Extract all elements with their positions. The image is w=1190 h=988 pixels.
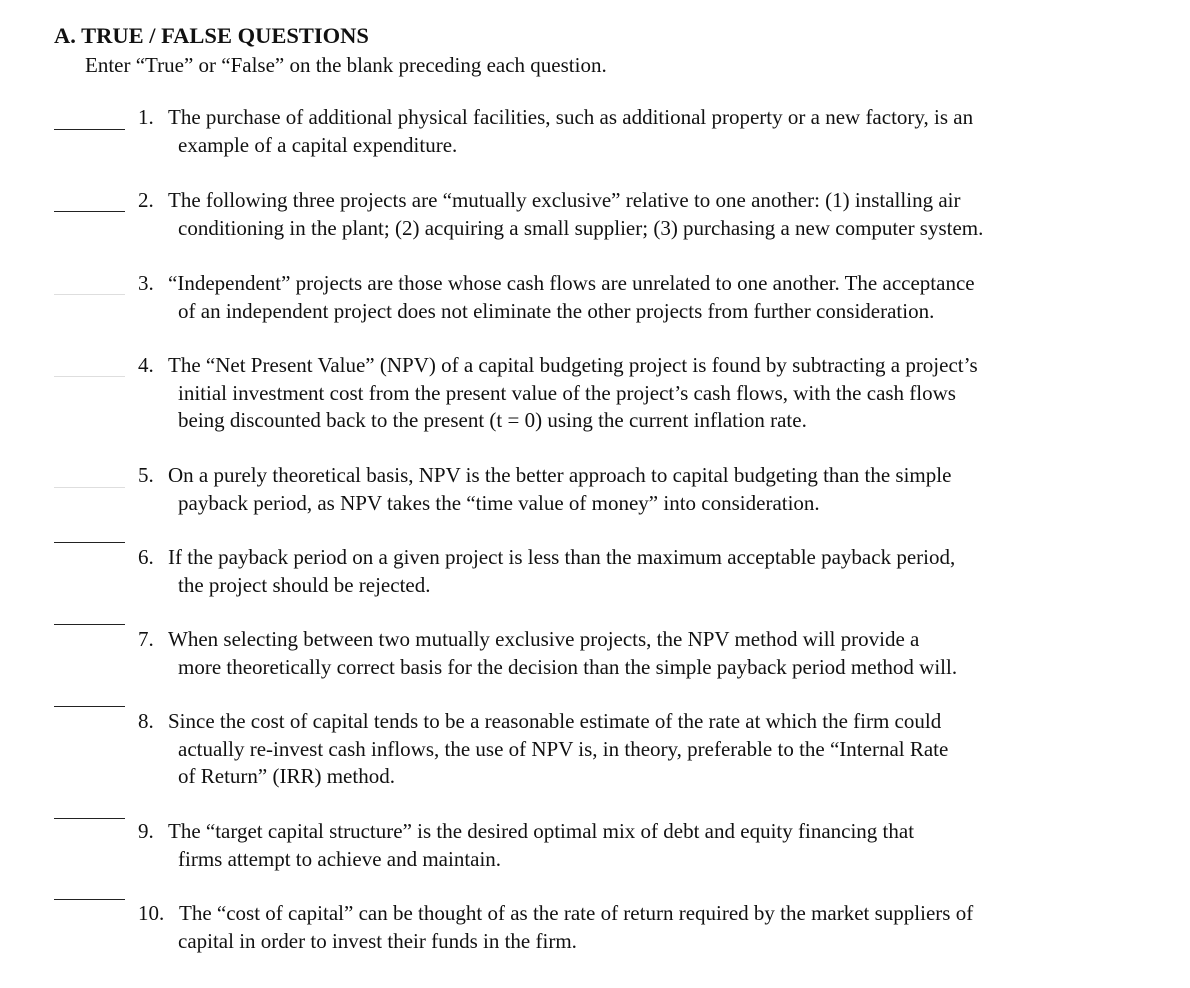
question-line: [138, 626, 1148, 654]
answer-blank[interactable]: [54, 129, 125, 130]
question-line: [138, 928, 1148, 956]
answer-blank[interactable]: [54, 542, 125, 543]
question-line: [138, 763, 1148, 791]
question-number: 8.: [138, 709, 154, 733]
answer-blank[interactable]: [54, 706, 125, 707]
question-line: [138, 900, 1148, 928]
question-line-text: more theoretically correct basis for the decision than the simple payback period method will.: [178, 654, 958, 679]
question-line: [138, 187, 1148, 215]
answer-blank[interactable]: [54, 376, 125, 377]
question-text: [138, 708, 1148, 791]
question-line-text: The purchase of additional physical facilities, such as additional property or a new factory, is an: [168, 105, 974, 129]
question-line-text: initial investment cost from the present value of the project’s cash flows, with the cash flows: [178, 380, 956, 405]
answer-blank[interactable]: [54, 899, 125, 900]
answer-blank[interactable]: [54, 211, 125, 212]
question-text: [138, 104, 1148, 159]
question-line: [138, 544, 1148, 572]
question-line-text: conditioning in the plant; (2) acquiring a small supplier; (3) purchasing a new computer system.: [178, 215, 984, 240]
question-line-text: being discounted back to the present (t = 0) using the current inflation rate.: [178, 408, 807, 432]
question-line: [138, 846, 1148, 874]
question-line-text: of Return” (IRR) method.: [178, 764, 395, 788]
question-line: [138, 462, 1148, 490]
question-text: [138, 270, 1148, 325]
question-line-text: example of a capital expenditure.: [178, 132, 458, 157]
answer-blank[interactable]: [54, 624, 125, 625]
instructions: Enter “True” or “False” on the blank preceding each question.: [85, 53, 607, 77]
question-line-text: Since the cost of capital tends to be a reasonable estimate of the rate at which the firm could: [168, 709, 942, 733]
question-line-text: firms attempt to achieve and maintain.: [178, 846, 502, 871]
question-text: [138, 544, 1148, 599]
question-line: [138, 490, 1148, 518]
question-line-text: On a purely theoretical basis, NPV is the better approach to capital budgeting than the simple: [168, 463, 952, 487]
question-text: [138, 818, 1148, 873]
question-line: [138, 298, 1148, 326]
question-line-text: capital in order to invest their funds in the firm.: [178, 928, 577, 953]
question-line: [138, 572, 1148, 600]
question-number: 6.: [138, 545, 154, 569]
answer-blank[interactable]: [54, 294, 125, 295]
question-line-text: the project should be rejected.: [178, 572, 431, 597]
question-line: [138, 407, 1148, 435]
question-line: [138, 736, 1148, 764]
question-line-text: actually re-invest cash inflows, the use of NPV is, in theory, preferable to the “Internal Rate: [178, 736, 949, 761]
question-line: [138, 132, 1148, 160]
question-number: 7.: [138, 627, 154, 651]
question-line: [138, 270, 1148, 298]
question-line-text: The following three projects are “mutually exclusive” relative to one another: (1) installing air: [168, 188, 961, 212]
question-line: [138, 104, 1148, 132]
question-text: [138, 462, 1148, 517]
question-number: 5.: [138, 463, 154, 487]
question-number: 2.: [138, 188, 154, 212]
question-line: [138, 708, 1148, 736]
question-line: [138, 352, 1148, 380]
question-number: 1.: [138, 105, 154, 129]
question-text: [138, 187, 1148, 242]
question-text: [138, 900, 1148, 955]
section-title: A. TRUE / FALSE QUESTIONS: [54, 23, 369, 48]
question-line-text: When selecting between two mutually exclusive projects, the NPV method will provide a: [168, 627, 920, 651]
question-line-text: of an independent project does not eliminate the other projects from further consideration.: [178, 298, 935, 323]
question-line-text: payback period, as NPV takes the “time value of money” into consideration.: [178, 490, 820, 515]
answer-blank[interactable]: [54, 487, 125, 488]
question-number: 4.: [138, 353, 154, 377]
question-line: [138, 380, 1148, 408]
question-number: 9.: [138, 819, 154, 843]
question-line: [138, 818, 1148, 846]
question-text: [138, 352, 1148, 435]
question-line: [138, 215, 1148, 243]
question-line-text: If the payback period on a given project is less than the maximum acceptable payback period,: [168, 545, 956, 569]
answer-blank[interactable]: [54, 818, 125, 819]
question-text: [138, 626, 1148, 681]
question-line-text: The “Net Present Value” (NPV) of a capital budgeting project is found by subtracting a project’s: [168, 353, 978, 377]
question-number: 3.: [138, 271, 154, 295]
question-line-text: The “cost of capital” can be thought of as the rate of return required by the market suppliers of: [179, 901, 974, 925]
question-line: [138, 654, 1148, 682]
question-number: 10.: [138, 901, 165, 925]
question-line-text: The “target capital structure” is the desired optimal mix of debt and equity financing that: [168, 819, 915, 843]
question-line-text: “Independent” projects are those whose cash flows are unrelated to one another. The acceptance: [168, 271, 975, 295]
